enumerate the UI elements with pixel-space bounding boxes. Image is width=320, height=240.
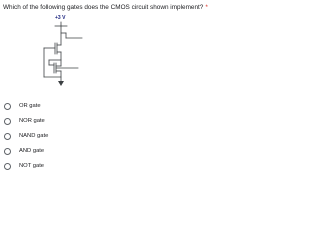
ground-arrow-icon [58, 81, 64, 86]
option-nor-gate[interactable] [4, 114, 154, 129]
radio-button-icon[interactable] [4, 118, 11, 125]
radio-button-icon[interactable] [4, 133, 11, 140]
answer-options [4, 99, 154, 174]
option-label: NOR gate [19, 118, 45, 124]
option-nand-gate[interactable] [4, 129, 154, 144]
option-label: NAND gate [19, 133, 49, 139]
option-label: OR gate [19, 103, 41, 109]
radio-button-icon[interactable] [4, 148, 11, 155]
option-or-gate[interactable] [4, 99, 154, 114]
required-asterisk: * [205, 4, 208, 11]
question-title [3, 4, 208, 12]
radio-button-icon[interactable] [4, 163, 11, 170]
option-label: NOT gate [19, 163, 45, 169]
supply-label: +3 V [55, 15, 66, 21]
radio-button-icon[interactable] [4, 103, 11, 110]
question-text: Which of the following gates does the CMOS circuit shown implement? [3, 4, 204, 11]
option-not-gate[interactable] [4, 159, 154, 174]
option-and-gate[interactable] [4, 144, 154, 159]
option-label: AND gate [19, 148, 45, 154]
